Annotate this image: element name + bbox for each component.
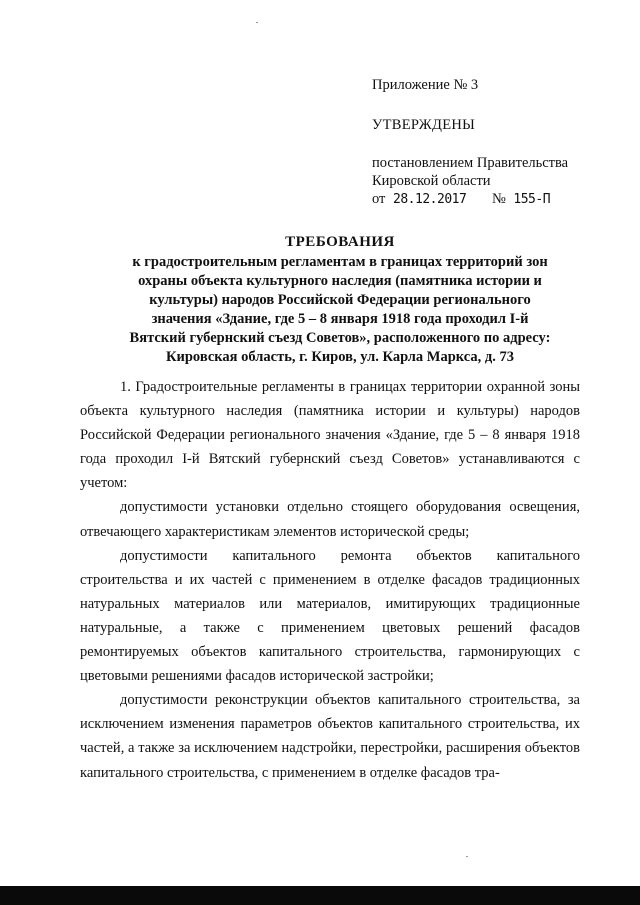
number-label: № <box>491 191 506 207</box>
paragraph: допустимости установки отдельно стоящего оборудования освещения, отвечающего характеристикам элементов исторической среды; <box>80 499 580 540</box>
approved-label: УТВЕРЖДЕНЫ <box>372 117 476 133</box>
document-title <box>60 233 620 367</box>
decree-line-2: Кировской области <box>372 173 491 189</box>
date-number-line <box>372 190 632 209</box>
title-line: к градостроительным регламентам в границах территорий зон <box>132 254 548 270</box>
decree-line-1: постановлением Правительства <box>372 155 569 171</box>
paragraph: допустимости капитального ремонта объектов капитального строительства и их частей с применением в отделке фасадов традиционных натуральных материалов или материалов, имитирующих традиционные натуральные, а также с применением цветовых решений фасадов ремонтируемых объектов капитального строительства, гармонирующих с цветовыми решениями фасадов исторической застройки; <box>80 547 580 685</box>
title-line: культуры) народов Российской Федерации регионального <box>149 292 531 308</box>
scan-bottom-border <box>0 886 640 905</box>
title-line: Вятский губернский съезд Советов», расположенного по адресу: <box>129 330 551 346</box>
approval-block <box>372 76 632 209</box>
scan-speck <box>466 856 468 857</box>
scan-speck <box>256 22 258 23</box>
title-line: охраны объекта культурного наследия (памятника истории и <box>138 273 542 289</box>
appendix-label: Приложение № 3 <box>372 77 479 93</box>
handwritten-number: 155-П <box>513 192 551 207</box>
paragraph: допустимости реконструкции объектов капитального строительства, за исключением изменения параметров объектов капитального строительства, их частей, а также за исключением надстройки, перестройки, расширения объектов капитального строительства, с применением в отделке фасадов тра- <box>80 692 580 781</box>
title-line: Кировская область, г. Киров, ул. Карла Маркса, д. 73 <box>166 349 514 365</box>
handwritten-date: 28.12.2017 <box>393 192 467 207</box>
paragraph: 1. Градостроительные регламенты в границах территории охранной зоны объекта культурного наследия (памятника истории и культуры) народов Российской Федерации регионального значения «Здание, где 5 – 8 января 1918 года проходил I-й Вятский губернский съезд Советов» устанавливаются с учетом: <box>80 379 580 492</box>
title-line: значения «Здание, где 5 – 8 января 1918 года проходил I-й <box>151 311 529 327</box>
title-main: ТРЕБОВАНИЯ <box>285 234 395 250</box>
date-label: от <box>372 191 386 207</box>
document-body <box>80 375 580 785</box>
